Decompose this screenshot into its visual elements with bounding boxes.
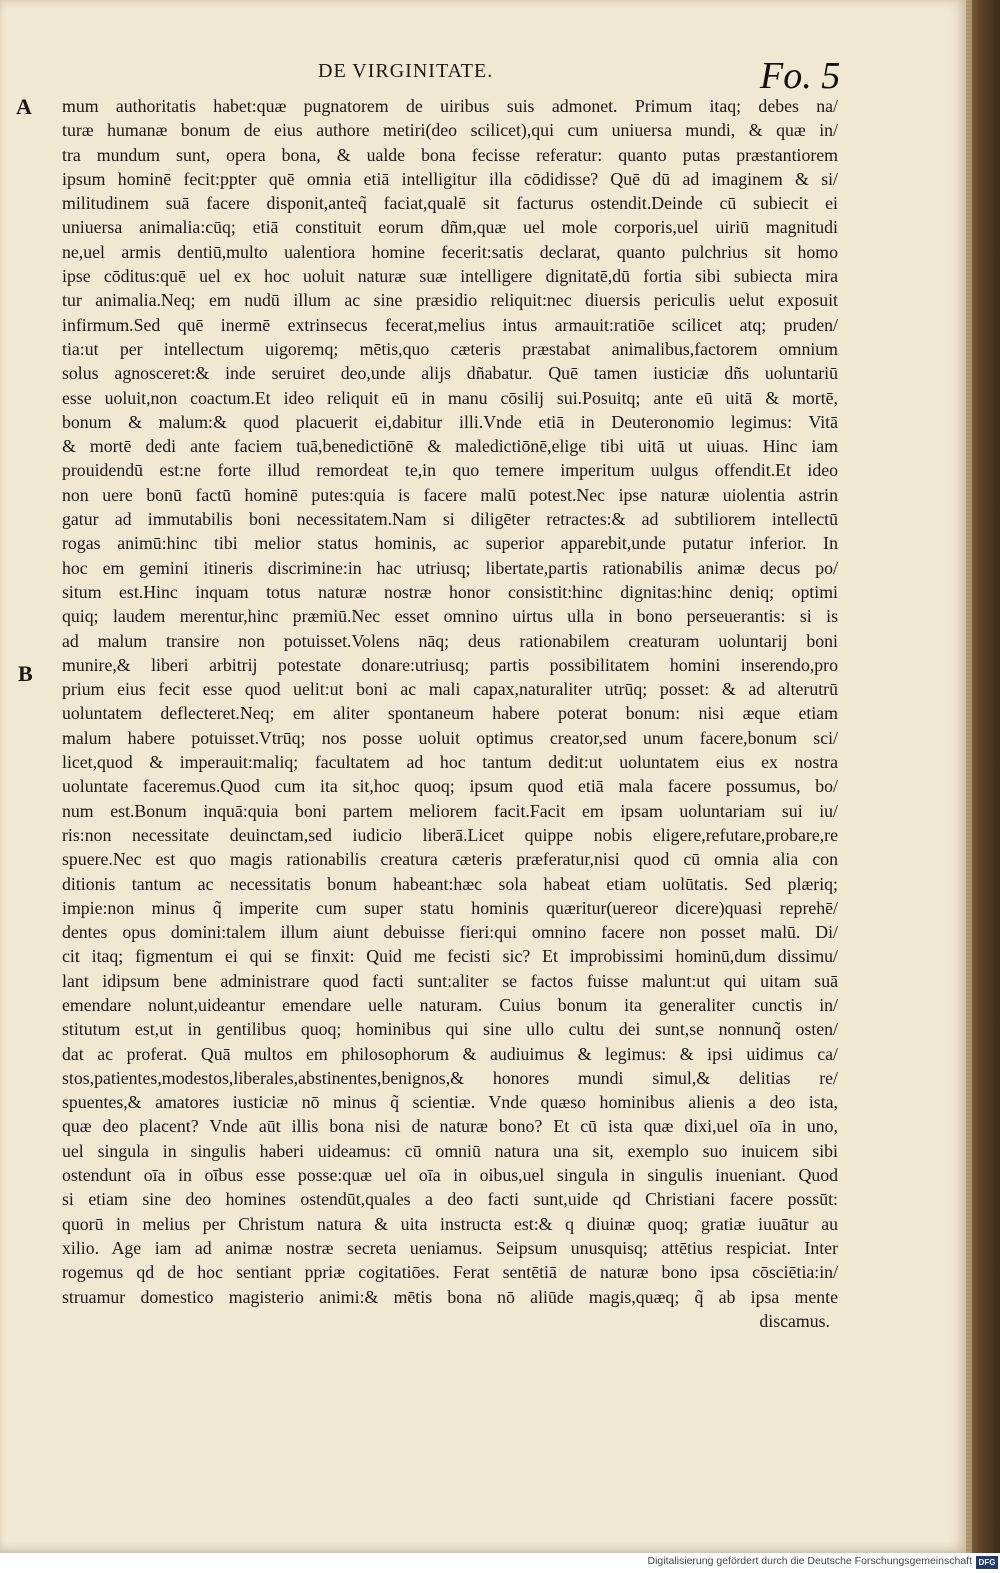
text-line: discamus.	[759, 1310, 830, 1331]
text-line: licet,quod & imperauit:maliq; facultatem ad hoc tantum dedit:ut uoluntatem eius ex nostra	[62, 752, 838, 773]
text-line: mum authoritatis habet:quæ pugnatorem de uiribus suis admonet. Primum itaq; debes na/	[62, 96, 838, 116]
text-line: tra mundum sunt, opera bona, & ualde bona fecisse referatur: quanto putas præstantiorem	[62, 144, 838, 165]
text-line: militudinem suā facere disponit,anteq̃ faciat,qualē sit facturus ostendit.Deinde cū subiecit ei	[62, 193, 838, 214]
text-line: spuentes,& amatores iusticiæ nō minus q̃ scientiæ. Vnde quæso hominibus alienis a deo ista,	[62, 1092, 838, 1113]
text-line: stitutum est,ut in gentilibus quoq; hominibus qui sine ullo cultu dei sunt,se nonnunq̃ osten/	[62, 1019, 838, 1040]
text-line: tia:ut per intellectum uigoremq; mētis,quo cæteris præstabat animalibus,factorem omnium	[62, 338, 838, 359]
text-line: cit itaq; figmentum ei qui se finxit: Quid me fecisti sic? Et improbissimi hominū,dum dissimu/	[62, 946, 838, 967]
text-line: ditionis tantum ac necessitatis bonum habeant:hæc sola habeat etiam uolūtatis. Sed plæriq;	[62, 873, 838, 894]
text-line: dentes opus domini:talem illum aiunt debuisse fieri:qui omnino facere non posset malū. Di/	[62, 922, 838, 943]
text-line: ad malum transire non potuisset.Volens nāq; deus rationabilem creaturam uoluntarij boni	[62, 630, 838, 651]
text-line: uniuersa animalia:cūq; etiā constituit eorum dñm,quæ uel mole corporis,uel uiriū magnitudi	[62, 217, 838, 238]
text-line: ris:non necessitate deuinctam,sed iudicio liberā.Licet quippe nobis eligere,refutare,probare,re	[62, 824, 838, 845]
book-edge	[966, 0, 1000, 1553]
text-line: esse uoluit,non coactum.Et ideo reliquit eū in manu cōsilij sui.Posuitq; ante eū uitā & mortē,	[62, 387, 838, 408]
digitization-credit: Digitalisierung gefördert durch die Deutsche Forschungsgemeinschaft	[647, 1555, 972, 1567]
text-line: & mortē dedi ante faciem tuā,benedictiōnē & maledictiōnē,elige tibi uitā ut uiuas. Hinc iam	[62, 436, 838, 457]
text-line: impie:non minus q̃ imperite cum super statu hominis quæritur(uereor dicere)quasi reprehē/	[62, 897, 838, 918]
text-line: quorū in melius per Christum natura & uita instructa est:& q diuinæ quoq; gratiæ iuuātur au	[62, 1213, 838, 1234]
margin-marker-b: B	[18, 661, 33, 686]
text-line: si etiam sine deo homines ostendūt,quales a deo facti sunt,uide qd Christiani facere possūt:	[62, 1189, 838, 1210]
body-text	[62, 94, 838, 1333]
text-line: prium eius fecit esse quod uelit:ut boni ac mali capax,naturaliter utrūq; posset: & ad alterutrū	[62, 679, 838, 700]
text-line: quæ deo placent? Vnde aūt illis bona nisi de naturæ bono? Et cū ista quæ dixi,uel oīa in uno,	[62, 1116, 838, 1137]
text-line: tur animalia.Neq; em nudū illum ac sine præsidio reliquit:nec diuersis periculis uelut exposuit	[62, 290, 838, 311]
text-line: rogemus qd de hoc sentiant ppriæ cogitatiōes. Ferat sentētiā de naturæ bono ipsa cōsciētia:in/	[62, 1262, 838, 1283]
folio-number: Fo. 5	[760, 55, 841, 97]
text-line: uoluntate faceremus.Quod cum ita sit,hoc quoq; ipsum quod etiā mala facere possumus, bo/	[62, 776, 838, 797]
text-line: spuere.Nec est quo magis rationabilis creatura cæteris præferatur,nisi quod cū omnia alia con	[62, 849, 838, 870]
text-line: situm est.Hinc inquam totus naturæ nostræ honor consistit:hinc dignitas:hinc deniq; optimi	[62, 581, 838, 602]
text-line: ne,uel armis dentiū,multo ualentiora homine fecerit:satis declarat, quanto pulchrius sit homo	[62, 241, 838, 262]
text-line: emendare nolunt,uideantur emendare uelle naturam. Cuius bonum ita generaliter cunctis in/	[62, 994, 838, 1015]
text-line: lant idipsum bene administrare quod facti sunt:aliter se factos fuisse malunt:ut qui uitam suā	[62, 970, 838, 991]
text-line: xilio. Age iam ad animæ nostræ secreta ueniamus. Seipsum unusquisq; attētius respiciat. Inter	[62, 1237, 838, 1258]
dfg-logo-icon: DFG	[976, 1556, 998, 1569]
text-line: gatur ad immutabilis boni necessitatem.Nam si diligēter retractes:& ad subtiliorem intellectū	[62, 509, 838, 530]
text-line: struamur domestico magisterio animi:& mētis bona nō aliūde magis,quæq; q̃ ab ipsa mente	[62, 1286, 838, 1307]
text-line: num est.Bonum inquā:quia boni partem meliorem facit.Facit em ipsam uoluntariam sui iu/	[62, 800, 838, 821]
digitization-footer	[0, 1553, 1000, 1573]
text-line: hoc em gemini itineris discrimine:in hac utriusq; libertate,partis rationabilis animæ decus po/	[62, 557, 838, 578]
text-line: uoluntatem deflecteret.Neq; em aliter spontaneum habere poterat bonum: nisi æque etiam	[62, 703, 838, 724]
text-line: malum habere potuisset.Vtrūq; nos posse uoluit optimus creator,sed unum facere,bonum sci/	[62, 727, 838, 748]
running-title: DE VIRGINITATE.	[318, 60, 494, 82]
text-line: ostendunt oīa in oībus esse posse:quæ uel oīa in oibus,uel singula in singulis inueniant. Quod	[62, 1165, 838, 1186]
text-line: ipse cōditus:quē uel ex hoc uoluit naturæ suæ intelligere dignitatē,dū fortia sibi subiecta mira	[62, 266, 838, 287]
text-line: turæ humanæ bonum de eius authore metiri(deo scilicet),qui cum uniuersa mundi, & quæ in/	[62, 120, 838, 141]
text-line: prouidendū est:ne forte illud remordeat te,in quo temere imperitum uulgus offendit.Et ideo	[62, 460, 838, 481]
text-line: non uere bonū factū hominē putes:quia is facere malū potest.Nec ipse naturæ uiolentia astrin	[62, 484, 838, 505]
text-line: uel singula in singulis haberi uideamus: cū omniū natura una sit, exemplo suo inuicem sibi	[62, 1140, 838, 1161]
text-line: munire,& liberi arbitrij potestate donare:utriusq; partis possibilitatem homini inserendo,pro	[62, 654, 838, 675]
text-line: bonum & malum:& quod placuerit ei,dabitur illi.Vnde etiā in Deuteronomio legimus: Vitā	[62, 411, 838, 432]
text-line: quiq; laudem merentur,hinc præmiū.Nec esset omnino uirtus ulla in bono perseuerantis: si is	[62, 606, 838, 627]
text-line: infirmum.Sed quē inermē extrinsecus fecerat,melius intus armauit:ratiōe scilicet atq; pruden/	[62, 314, 838, 335]
text-line: ipsum hominē fecit:ppter quē omnia etiā intelligitur illa cōdidisse? Quē dū ad imaginem & si/	[62, 168, 838, 189]
text-line: rogas animū:hinc tibi melior status hominis, ac superior apparebit,unde putatur inferior. In	[62, 533, 838, 554]
text-line: solus agnosceret:& inde seruiret deo,unde alijs dñabatur. Quē tamen iusticiæ dñs uoluntariū	[62, 363, 838, 384]
margin-marker-a: A	[16, 94, 32, 119]
text-line: dat ac proferat. Quā multos em philosophorum & audiuimus & legimus: & ipsi uidimus ca/	[62, 1043, 838, 1064]
text-line: stos,patientes,modestos,liberales,abstinentes,benignos,& honores mundi simul,& delitias re/	[62, 1067, 838, 1088]
